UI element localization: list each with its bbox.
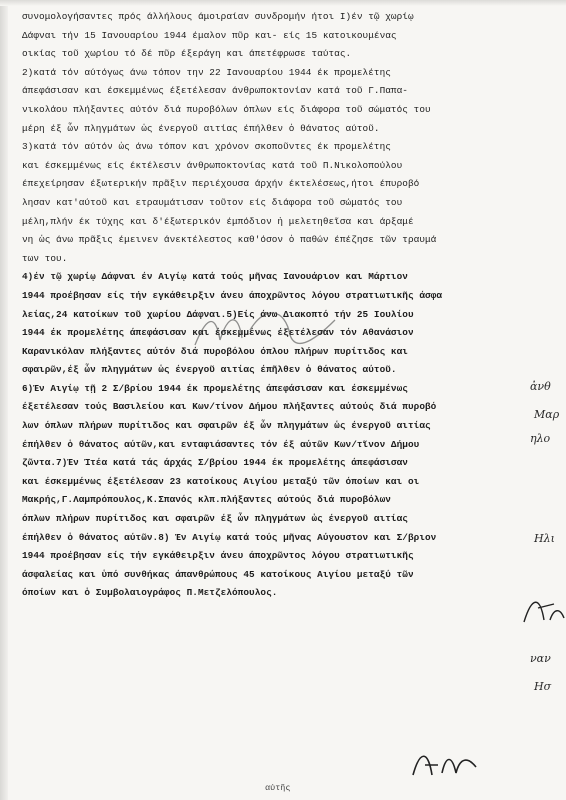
text-line: λων όπλων πλήρων πυρίτιδος και σφαιρῶν έξ ὧν πληγμάτων ὡς ένεργοῦ αιτίας (22, 420, 431, 432)
text-line: άσφαλείας και ὑπό συνθήκας άπανθρώπους 45 κατοίκους Αιγίου μεταξύ τῶν (22, 568, 414, 580)
text-line: όποίων και ὁ Συμβολαιογράφος Π.Μετζελόπουλος. (22, 587, 278, 599)
text-line: έπεχείρησαν έξωτερικήν πρᾶξιν περιέχουσα άρχήν έκτελέσεως,ήτοι έπυροβό (22, 178, 420, 190)
text-line: οικίας τοῦ χωρίου τό δέ πῦρ έξεράγη και άπετέφρωσε ταύτας. (22, 48, 352, 60)
text-line: νικολάου πλήξαντες αύτόν διά πυροβόλων όπλων είς διάφορα τοῦ σώματός του (22, 103, 431, 115)
text-line: μέλη,πλήν έκ τύχης και δ'έξωτερικόν έμπόδιον ἡ μελετηθεῖσα και άρξαμέ (22, 215, 414, 227)
text-line: των του. (22, 252, 68, 264)
scan-shadow-left (0, 0, 8, 800)
text-line: 2)κατά τόν αύτόγως άνω τόπον την 22 Ιανουαρίου 1944 έκ προμελέτης (22, 66, 391, 78)
text-line: μέρη έξ ὧν πληγμάτων ὡς ένεργοῦ αιτίας έπήλθεν ὁ θάνατος αύτοῦ. (22, 122, 380, 134)
margin-note: Ησ (534, 680, 552, 693)
margin-note: ηλο (530, 432, 551, 445)
margin-note: Μαρ (534, 408, 560, 421)
text-line: 1944 προέβησαν είς τήν εγκάθειρξιν άνευ άποχρῶντος λόγου στρατιωτικῆς άσφα (22, 289, 443, 301)
text-line: 3)κατά τόν αύτόν ὡς άνω τόπον και χρόνον σκοποῦντες έκ προμελέτης (22, 141, 391, 153)
text-line: έξετέλεσαν τούς Βασιλείου και Κων/τίνον Δήμου πλήξαντες αύτούς διά πυροβό (22, 401, 437, 413)
text-line: και έσκεμμένως έξετέλεσαν 23 κατοίκους Αιγίου μεταξύ τῶν όποίων και οι (22, 475, 420, 487)
text-line: 1944 προέβησαν είς τήν εγκάθειρξιν άνευ άποχρῶντος λόγου στρατιωτικῆς (22, 550, 414, 562)
handwritten-signature-bottom (410, 745, 480, 785)
text-line: νη ὡς άνω πρᾶξις έμεινεν άνεκτέλεστος καθ'όσον ὁ παθών έπέζησε τῶν τραυμά (22, 234, 437, 246)
text-line: συνομολογήσαντες πρός άλλήλους άμοιραίαν συνδρομήν ήτοι Ι)έν τῷ χωρίῳ (22, 11, 414, 22)
text-line: λησαν κατ'αύτοῦ και ετραυμάτισαν τοῦτον είς διάφορα τοῦ σώματός του (22, 196, 403, 208)
handwritten-signature-middle (190, 300, 340, 360)
scan-shadow-top (0, 0, 566, 6)
text-line: 4)έν τῷ χωρίῳ Δάφναι έν Αιγίῳ κατά τούς μῆνας Ιανουάριον και Μάρτιον (22, 271, 408, 283)
margin-note: ναν (530, 652, 551, 665)
text-line: Μακρής,Γ.Λαμπρόπουλος,Κ.Σπανός κλπ.πλήξαντες αύτούς διά πυροβόλων (22, 494, 391, 506)
text-line: λείας,24 κατοίκων τοῦ χωρίου Δάφναι.5)Είς άνω Διακοπτό τήν 25 Ιουλίου (22, 308, 414, 320)
text-line: 1944 έκ προμελέτης άπεφάσισαν και έσκεμμένως έξετέλεσαν τόν Αθανάσιον (22, 327, 414, 339)
margin-note: ἀνθ (530, 380, 551, 393)
text-line: ζῶντα.7)Έν Ίτέα κατά τάς άρχάς Σ/βρίου 1944 έκ προμελέτης άπεφάσισαν (22, 457, 408, 469)
text-line: Καρανικόλαν πλήξαντες αύτόν διά πυροβόλου όπλου πλήρων πυρίτιδος και (22, 345, 408, 357)
page-footer-text: αύτῆς (265, 783, 291, 793)
text-line: 6)Έν Αιγίῳ τῇ 2 Σ/βρίου 1944 έκ προμελέτης άπεφάσισαν και έσκεμμένως (22, 382, 408, 394)
handwritten-mark-right (520, 590, 566, 630)
text-line: και έσκεμμένως είς έκτέλεσιν άνθρωποκτονίας κατά τοῦ Π.Νικολοπούλου (22, 159, 403, 171)
text-line: άπεφάσισαν και έσκεμμένως έξετέλεσαν άνθρωποκτονίαν κατά τοῦ Γ.Παπα- (22, 85, 408, 97)
text-line: έπήλθεν ὁ θάνατος αύτῶν,και ενταφιάσαντες τόν έξ αύτῶν Κων/τῖνον Δήμου (22, 438, 420, 450)
text-line: έπήλθεν ὁ θάνατος αύτῶν.8) Έν Αιγίῳ κατά τούς μῆνας Αύγουστον και Σ/βριον (22, 531, 437, 543)
text-line: σφαιρῶν,έξ ὧν πληγμάτων ὡς ένεργοῦ αιτίας έπῆλθεν ὁ θάνατος αύτοῦ. (22, 364, 397, 376)
margin-note: Ηλι (534, 532, 555, 545)
text-line: Δάφναι τήν 15 Ιανουαρίου 1944 έμαλον πῦρ και- είς 15 κατοικουμένας (22, 29, 397, 41)
text-line: όπλων πλήρων πυρίτιδος και σφαιρῶν έξ ὧν πληγμάτων ὡς ένεργοῦ αιτίας (22, 513, 408, 525)
